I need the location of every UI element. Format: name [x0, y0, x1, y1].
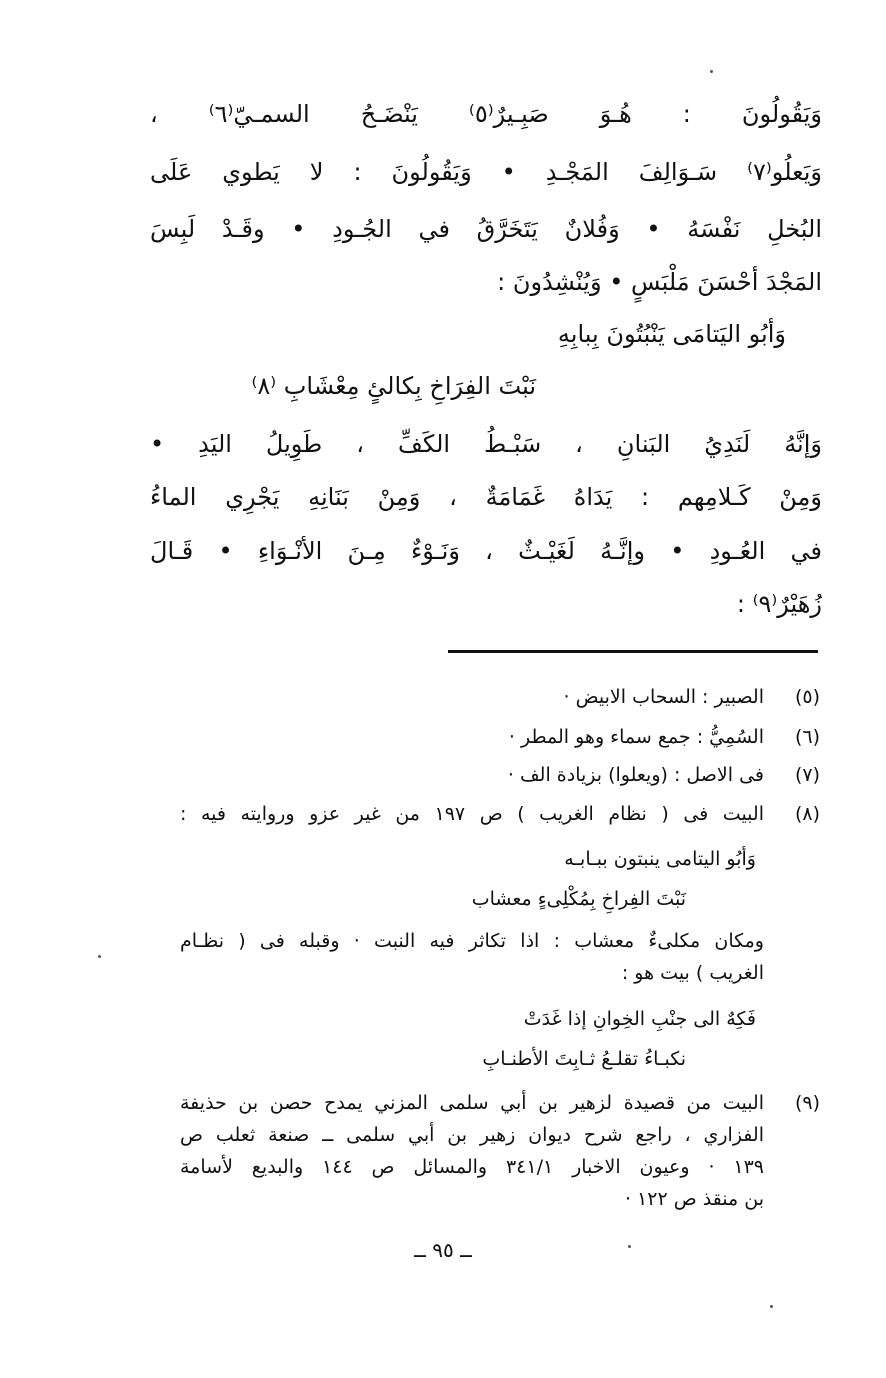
- footnote-9-number: (٩): [794, 1092, 820, 1114]
- footnote-separator: [448, 650, 818, 653]
- body-line-4: المَجْدَ أحْسَنَ مَلْبَسٍ • وَيُنْشِدُونَ :: [497, 268, 822, 296]
- footnote-6-text: السُمِيُّ : جمع سماء وهو المطر ·: [508, 726, 764, 748]
- footnote-8-line-3: ومكان مكلىءٌ معشاب : اذا تكاثر فيه النبت · وقبله فى ( نظـام: [180, 930, 764, 952]
- footnote-8-verse-4: نكبـاءُ تقلـعُ ثـابِتَ الأطنـابِ: [482, 1048, 686, 1070]
- footnote-7-text: فى الاصل : (ويعلوا) بزيادة الف ·: [507, 764, 764, 786]
- body-line-2: وَيَعلُو⁽٧⁾ سَـوَالِفَ المَجْـدِ • وَيَقُولُونَ : لا يَطوي عَلَى: [150, 158, 822, 186]
- scan-speck: [98, 955, 101, 958]
- footnote-9-line-3: ١٣٩ · وعيون الاخبار ٣٤١/١ والمسائل ص ١٤٤ والبديع لأسامة: [180, 1156, 765, 1178]
- scan-speck: [710, 70, 713, 73]
- page-number: ــ ٩٥ ــ: [414, 1238, 472, 1262]
- footnote-5-text: الصبير : السحاب الابيض ·: [563, 686, 764, 708]
- scan-speck: [628, 1245, 631, 1248]
- body-line-5: وَإنَّهُ لَنَدِيُ البَنانِ ، سَبْـطُ الكَفِّ ، طَوِيلُ اليَدِ •: [150, 430, 822, 458]
- footnote-8-verse-3: فَكِهٌ الى جنْبِ الخِوانِ إذا غَدَتْ: [523, 1008, 756, 1030]
- footnote-8-line-4: الغريب ) بيت هو :: [621, 962, 764, 984]
- body-line-3: البُخلِ نَفْسَهُ • وَفُلانٌ يَتَخَرَّقُ في الجُـودِ • وقَـدْ لَبِسَ: [150, 215, 822, 243]
- poem-verse-2: نَبْتَ الفِرَاخِ بِكالئٍ مِعْشَابِ ⁽٨⁾: [251, 372, 536, 400]
- body-line-7: في العُـودِ • وإنَّـهُ لَغَيْـثٌ ، وَنَـوْءٌ مِـنَ الأنْـوَاءِ • قَـالَ: [150, 537, 822, 565]
- body-line-6: وَمِنْ كَـلامِهم : يَدَاهُ غَمَامَةٌ ، وَمِنْ بَنَانِهِ يَجْرِي الماءُ: [150, 483, 822, 511]
- footnote-5-number: (٥): [794, 686, 820, 708]
- scan-speck: [770, 1305, 773, 1308]
- poem-verse-1: وَأبُو اليَتامَى يَنْبُتُونَ بِبابِهِ: [557, 320, 786, 348]
- footnote-9-line-4: بن منقذ ص ١٢٢ ·: [624, 1188, 764, 1210]
- footnote-7-number: (٧): [794, 764, 820, 786]
- footnote-8-number: (٨): [794, 803, 820, 825]
- footnote-9-line-2: الفزاري ، راجع شرح ديوان زهير بن أبي سلمى ــ صنعة ثعلب ص: [180, 1124, 764, 1146]
- footnote-8-text: البيت فى ( نظام الغريب ) ص ١٩٧ من غير عزو وروايته فيه :: [180, 803, 764, 825]
- footnote-9-line-1: البيت من قصيدة لزهير بن أبي سلمى المزني يمدح حصن بن حذيفة: [180, 1092, 764, 1114]
- body-line-8: زُهَيْرٌ⁽٩⁾ :: [736, 590, 822, 618]
- footnote-6-number: (٦): [794, 726, 820, 748]
- footnote-8-verse-2: نَبْتَ الفِراخِ بِمُكْلِىءٍ معشاب: [471, 888, 686, 910]
- footnote-8-verse-1: وَأبُو اليتامى ينبتون ببـابـه: [564, 848, 756, 870]
- body-line-1: وَيَقُولُونَ : هُـوَ صَبِـيرٌ⁽٥⁾ يَنْضَـحُ السمـيّ⁽٦⁾ ،: [150, 100, 822, 128]
